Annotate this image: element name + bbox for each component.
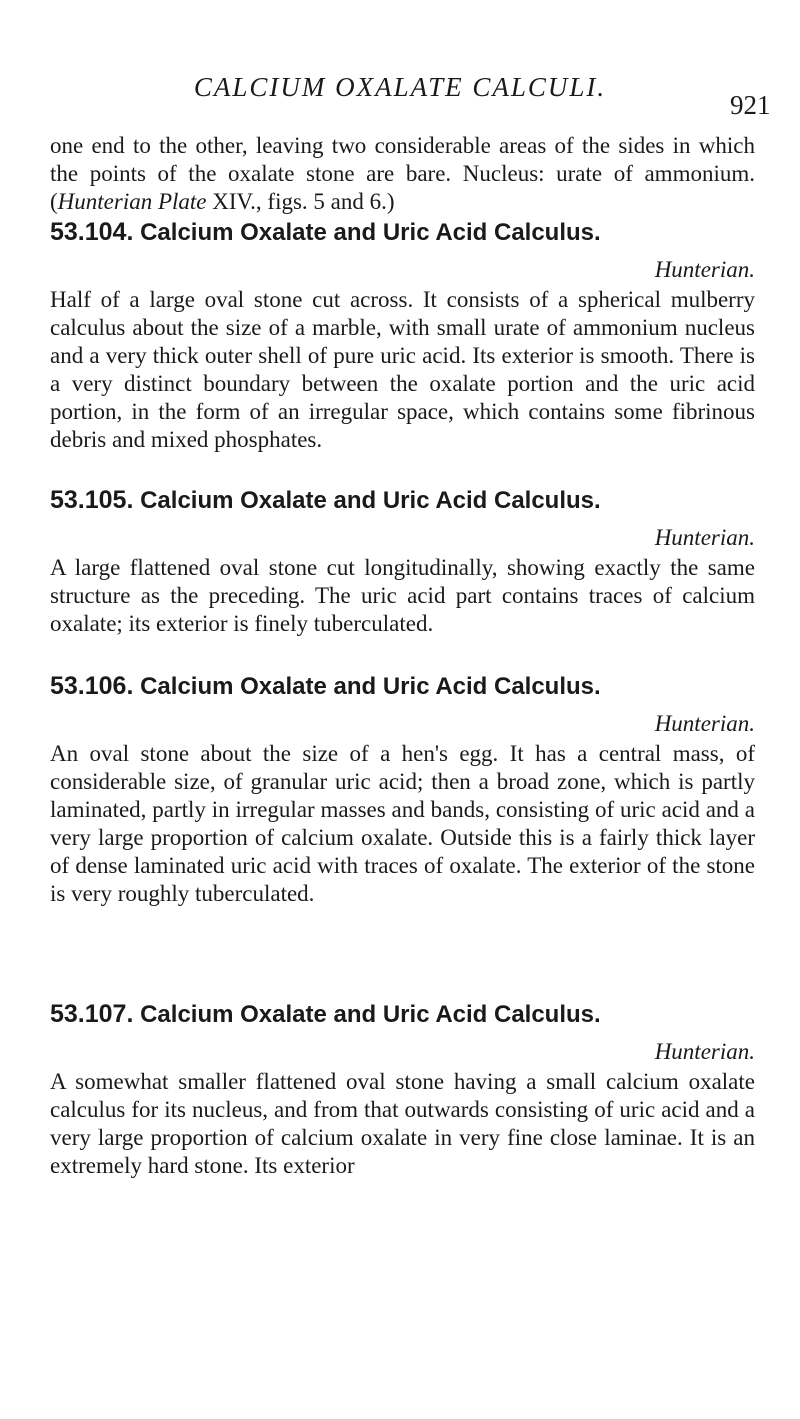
entry-number: 53.106. (50, 672, 134, 700)
continuation-text-before: one end to the other, leaving two considerable areas of the sides in which the points of the oxalate stone are bare. Nucleus: urate of ammonium. ( (50, 133, 755, 214)
entry-title: Calcium Oxalate and Uric Acid Calculus. (140, 673, 601, 700)
entry-collection: Hunterian. (654, 257, 755, 282)
entry-title: Calcium Oxalate and Uric Acid Calculus. (140, 219, 601, 246)
entry-number: 53.107. (50, 1000, 134, 1028)
entry-title: Calcium Oxalate and Uric Acid Calculus. (140, 487, 601, 514)
entry-title: Calcium Oxalate and Uric Acid Calculus. (140, 1001, 601, 1028)
entry-collection: Hunterian. (654, 711, 755, 736)
entry-heading-53-105 (50, 486, 755, 515)
entry-heading-53-106 (50, 672, 755, 701)
continuation-italic-ref: Hunterian Plate (57, 189, 207, 214)
entry-description: An oval stone about the size of a hen's egg. It has a central mass, of considerable size, of granular uric acid; then a broad zone, which is partly laminated, partly in irregular masses and bands, consisting of uric acid and a very large proportion of calcium oxalate. Outside this is a fairly thick layer of dense laminated uric acid with traces of oxalate. The exterior of the stone is very roughly tuberculated. (50, 741, 755, 906)
continuation-text-after: XIV., figs. 5 and 6.) (206, 189, 395, 214)
entry-collection: Hunterian. (654, 525, 755, 550)
entry-number: 53.104. (50, 218, 134, 246)
entry-number: 53.105. (50, 486, 134, 514)
entry-description: Half of a large oval stone cut across. It consists of a spherical mulberry calculus about the size of a marble, with small urate of ammonium nucleus and a very thick outer shell of pure uric acid. Its exterior is smooth. There is a very distinct boundary between the oxalate portion and the uric acid portion, in the form of an irregular space, which contains some fibrinous debris and mixed phosphates. (50, 287, 755, 452)
continuation-paragraph (50, 132, 755, 216)
page-number: 921 (730, 90, 771, 120)
entry-description: A somewhat smaller flattened oval stone having a small calcium oxalate calculus for its nucleus, and from that outwards consisting of uric acid and a very large proportion of calcium oxalate in very fine close laminae. It is an extremely hard stone. Its exterior (50, 1069, 755, 1178)
running-head: CALCIUM OXALATE CALCULI. (193, 72, 607, 102)
entry-heading-53-107 (50, 1000, 755, 1029)
entry-heading-53-104 (50, 218, 755, 247)
entry-description: A large flattened oval stone cut longitudinally, showing exactly the same structure as the preceding. The uric acid part contains traces of calcium oxalate; its exterior is finely tuberculated. (50, 555, 755, 636)
entry-collection: Hunterian. (654, 1039, 755, 1064)
